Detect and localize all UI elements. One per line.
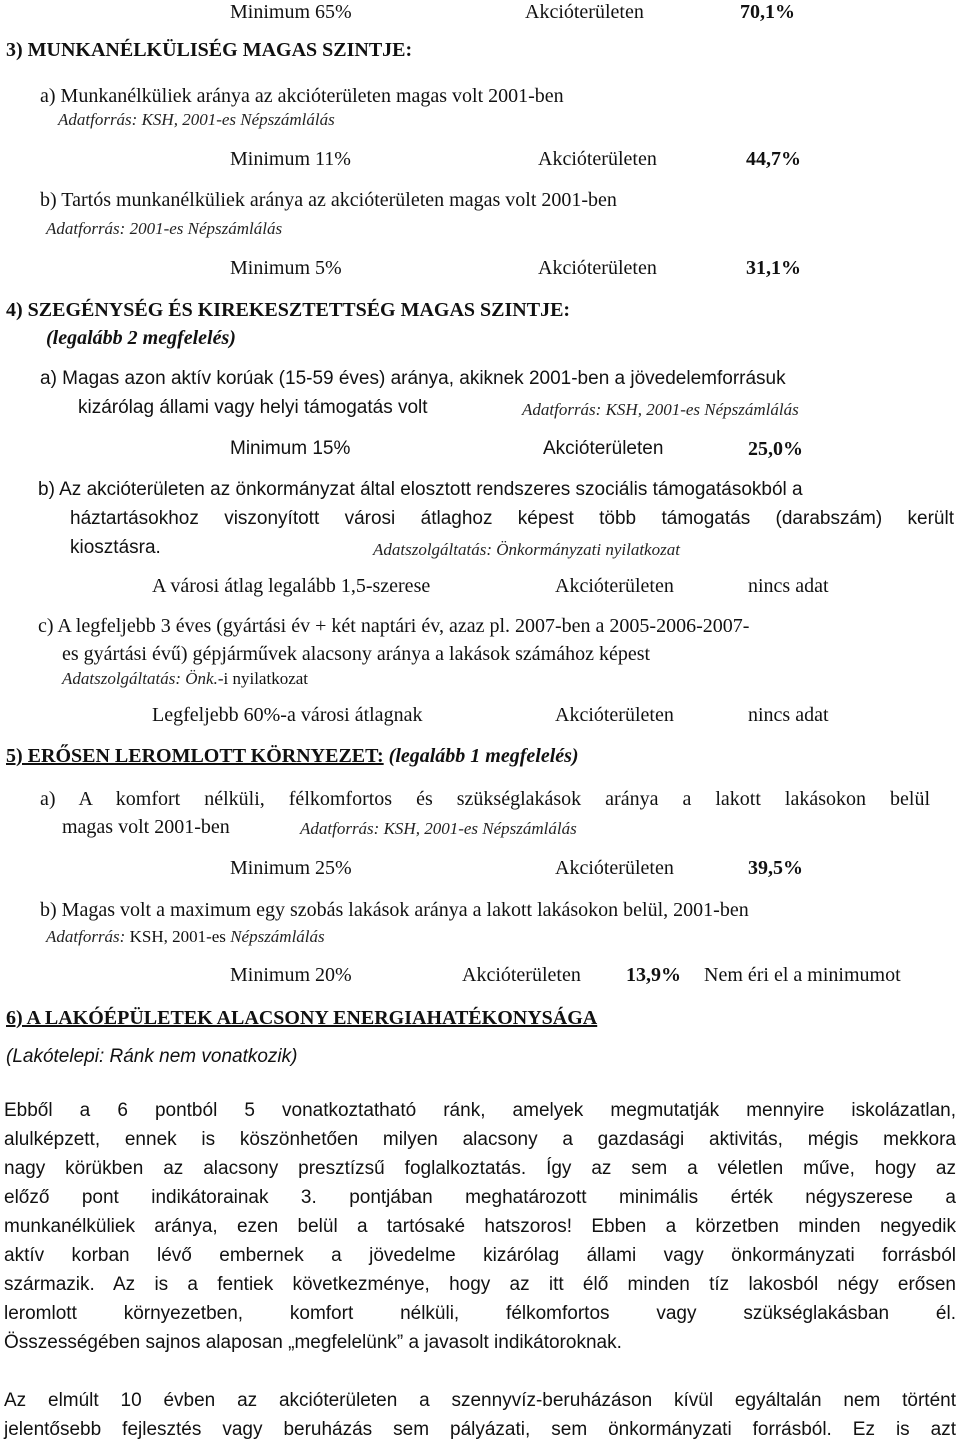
s3b-source: Adatforrás: 2001-es Népszámlálás xyxy=(46,219,283,238)
s5b-source-plain: KSH, 2001-es xyxy=(129,927,231,946)
paragraph-line: alulképzett, ennek is köszönhetően milyen alacsony a gazdasági aktivitás, mégis mekkora xyxy=(4,1129,956,1150)
s4c-value: nincs adat xyxy=(748,704,829,726)
s4a-value: 25,0% xyxy=(748,438,803,460)
section-5-heading xyxy=(6,744,579,768)
s4b-line1: b) Az akcióterületen az önkormányzat által elosztott rendszeres szociális támogatásokból a xyxy=(38,479,803,500)
paragraph-line: előző pont indikátorainak 3. pontjában meghatározott minimális érték négyszerese a xyxy=(4,1187,956,1208)
s3a-minimum: Minimum 11% xyxy=(230,148,351,170)
s3b-text: b) Tartós munkanélküliek aránya az akcióterületen magas volt 2001-ben xyxy=(40,189,617,211)
indicator-minimum: Minimum 65% xyxy=(230,1,352,23)
s5b-source-italic-2: Népszámlálás xyxy=(230,927,325,946)
s5b-value: 13,9% xyxy=(626,964,681,986)
s4b-line2: háztartásokhoz viszonyított városi átlaghoz képest több támogatás (darabszám) került xyxy=(70,508,954,529)
section-3-heading: 3) MUNKANÉLKÜLISÉG MAGAS SZINTJE: xyxy=(6,39,413,61)
s3b-area-label: Akcióterületen xyxy=(538,257,657,279)
s3b-minimum: Minimum 5% xyxy=(230,257,342,279)
section-4-subheading: (legalább 2 megfelelés) xyxy=(46,327,236,349)
s5b-source-italic-1: Adatforrás: xyxy=(46,927,130,946)
s4a-area-label: Akcióterületen xyxy=(543,438,664,459)
s5b-text: b) Magas volt a maximum egy szobás lakások aránya a lakott lakásokon belül, 2001-ben xyxy=(40,899,749,921)
s4c-line2: es gyártási évű) gépjárművek alacsony aránya a lakások számához képest xyxy=(62,643,651,665)
s4b-source: Adatszolgáltatás: Önkormányzati nyilatkozat xyxy=(373,540,680,559)
paragraph-line: származik. Az is a fentiek következménye, hogy az itt élő minden tíz lakosból négy erősen xyxy=(4,1274,956,1295)
s5b-area-label: Akcióterületen xyxy=(462,964,581,986)
s4b-minimum: A városi átlag legalább 1,5-szerese xyxy=(152,575,431,597)
s3a-value: 44,7% xyxy=(746,148,801,170)
s4c-line1: c) A legfeljebb 3 éves (gyártási év + két naptári év, azaz pl. 2007-ben a 2005-2006-2007- xyxy=(38,615,750,637)
paragraph-line: Összességében sajnos alaposan „megfelelünk” a javasolt indikátoroknak. xyxy=(4,1332,622,1353)
s5a-area-label: Akcióterületen xyxy=(555,857,674,879)
s4b-area-label: Akcióterületen xyxy=(555,575,674,597)
paragraph-line: Az elmúlt 10 évben az akcióterületen a szennyvíz-beruházáson kívül egyáltalán nem történt xyxy=(4,1390,956,1411)
indicator-area-label: Akcióterületen xyxy=(525,1,644,23)
closing-paragraph xyxy=(4,1386,956,1444)
s4c-source xyxy=(62,667,308,691)
paragraph-line: Ebből a 6 pontból 5 vonatkoztatható ránk, amelyek megmutatják mennyire iskolázatlan, xyxy=(4,1100,956,1121)
paragraph-line: nagy körükben az alacsony presztízsű foglalkoztatás. Így az sem a véletlen műve, hogy az xyxy=(4,1158,956,1179)
s4b-line3: kiosztásra. xyxy=(70,537,161,558)
paragraph-line: leromlott környezetben, komfort nélküli, félkomfortos vagy szükséglakásban él. xyxy=(4,1303,956,1324)
s5a-line1: a) A komfort nélküli, félkomfortos és szükséglakások aránya a lakott lakásokon belül xyxy=(40,788,930,810)
s5b-minimum: Minimum 20% xyxy=(230,964,352,986)
s3a-text: a) Munkanélküliek aránya az akcióterületen magas volt 2001-ben xyxy=(40,85,564,107)
paragraph-line: munkanélküliek aránya, ezen belül a tartósaké hatszoros! Ebben a körzetben minden negyedik xyxy=(4,1216,956,1237)
section-5-suffix: (legalább 1 megfelelés) xyxy=(383,745,579,767)
paragraph-line: aktív korban lévő embernek a jövedelme kizárólag állami vagy önkormányzati forrásból xyxy=(4,1245,956,1266)
indicator-value: 70,1% xyxy=(740,1,795,23)
s3a-source: Adatforrás: KSH, 2001-es Népszámlálás xyxy=(58,110,335,129)
paragraph-line: jelentősebb fejlesztés vagy beruházás sem pályázati, sem önkormányzati forrásból. Ez is azt xyxy=(4,1419,956,1440)
s4a-line2: kizárólag állami vagy helyi támogatás volt xyxy=(78,397,428,418)
s3b-value: 31,1% xyxy=(746,257,801,279)
s4c-source-italic: Adatszolgáltatás: Önk. xyxy=(62,669,218,688)
section-5-title: 5) ERŐSEN LEROMLOTT KÖRNYEZET: xyxy=(6,745,384,767)
s5a-minimum: Minimum 25% xyxy=(230,857,352,879)
summary-paragraph xyxy=(4,1096,956,1357)
s5a-line2: magas volt 2001-ben xyxy=(62,816,230,838)
s4c-area-label: Akcióterületen xyxy=(555,704,674,726)
s4a-line1: a) Magas azon aktív korúak (15-59 éves) aránya, akiknek 2001-ben a jövedelemforrásuk xyxy=(40,368,786,389)
section-6-heading: 6) A LAKÓÉPÜLETEK ALACSONY ENERGIAHATÉKONYSÁGA xyxy=(6,1007,598,1029)
s5a-value: 39,5% xyxy=(748,857,803,879)
s4c-minimum: Legfeljebb 60%-a városi átlagnak xyxy=(152,704,423,726)
s5a-source: Adatforrás: KSH, 2001-es Népszámlálás xyxy=(300,819,577,838)
s5b-note: Nem éri el a minimumot xyxy=(704,964,901,986)
section-6-note: (Lakótelepi: Ránk nem vonatkozik) xyxy=(6,1046,298,1067)
s5b-source xyxy=(46,925,325,949)
s3a-area-label: Akcióterületen xyxy=(538,148,657,170)
s4a-minimum: Minimum 15% xyxy=(230,438,351,459)
section-4-heading: 4) SZEGÉNYSÉG ÉS KIREKESZTETTSÉG MAGAS SZINTJE: xyxy=(6,299,571,321)
s4a-source: Adatforrás: KSH, 2001-es Népszámlálás xyxy=(522,400,799,419)
s4c-source-rest: -i nyilatkozat xyxy=(217,669,309,688)
s4b-value: nincs adat xyxy=(748,575,829,597)
